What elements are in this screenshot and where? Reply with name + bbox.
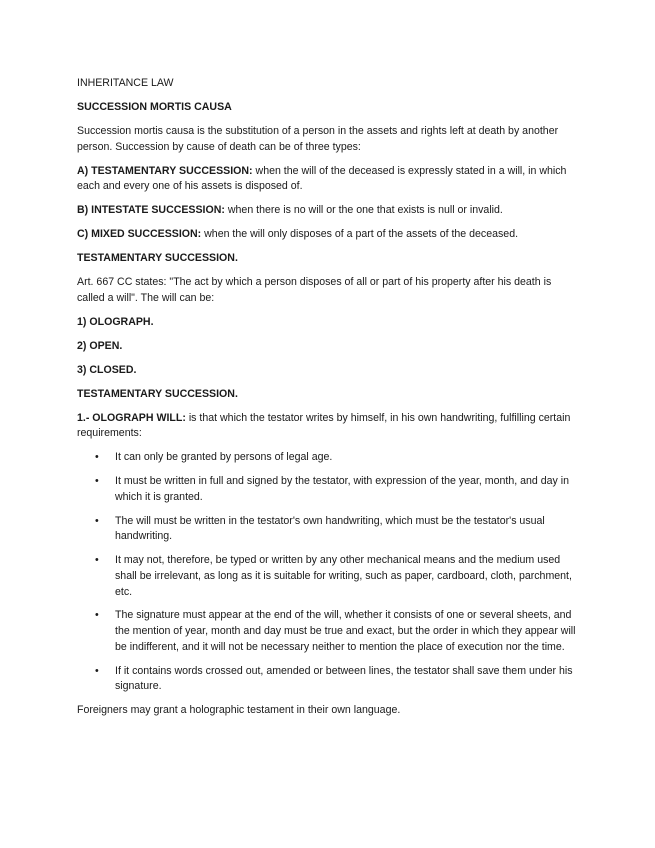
- will-kind-closed: 3) CLOSED.: [77, 363, 137, 376]
- list-item-text: It must be written in full and signed by the testator, with expression of the year, month, and day in which it is granted.: [115, 475, 570, 503]
- list-item-text: If it contains words crossed out, amended or between lines, the testator shall save them under his signature.: [115, 664, 573, 693]
- type-intestate: [77, 203, 577, 219]
- type-mixed: [77, 227, 577, 243]
- closing-paragraph: Foreigners may grant a holographic testament in their own language.: [77, 704, 401, 717]
- olograph-label: 1.- OLOGRAPH WILL:: [77, 411, 186, 424]
- list-item: [77, 450, 577, 466]
- article-paragraph: Art. 667 CC states: "The act by which a person disposes of all or part of his property after his death is called a will". The will can be:: [77, 276, 552, 304]
- section-heading: SUCCESSION MORTIS CAUSA: [77, 100, 232, 113]
- type-text: when there is no will or the one that exists is null or invalid.: [224, 204, 503, 217]
- heading-testamentary-succession-2: TESTAMENTARY SUCCESSION.: [77, 387, 238, 400]
- list-item-text: It may not, therefore, be typed or written by any other mechanical means and the medium used shall be irrelevant, as long as it is suitable for writing, such as paper, cardboard, cloth, parchment, etc.: [115, 554, 572, 598]
- list-item: [77, 474, 577, 505]
- will-kind-open: 2) OPEN.: [77, 339, 123, 352]
- type-testamentary: [77, 164, 577, 195]
- list-item-text: The will must be written in the testator's own handwriting, which must be the testator's usual handwriting.: [115, 514, 545, 543]
- bullet-icon: •: [95, 475, 99, 488]
- requirements-list: [77, 450, 577, 695]
- bullet-icon: •: [95, 554, 99, 567]
- type-text: when the will only disposes of a part of the assets of the deceased.: [201, 228, 519, 241]
- bullet-icon: •: [95, 451, 99, 464]
- olograph-paragraph: [77, 411, 577, 442]
- type-label: B) INTESTATE SUCCESSION:: [77, 204, 225, 217]
- olograph-text: is that which the testator writes by himself, in his own handwriting, fulfilling certain requirements:: [77, 411, 571, 440]
- will-kind-olograph: 1) OLOGRAPH.: [77, 315, 154, 328]
- bullet-icon: •: [95, 609, 99, 622]
- type-text: when the will of the deceased is expressly stated in a will, in which each and every one of his assets is disposed of.: [77, 164, 567, 193]
- bullet-icon: •: [95, 514, 99, 527]
- list-item: [77, 664, 577, 695]
- document-title: INHERITANCE LAW: [77, 77, 174, 89]
- heading-testamentary-succession: TESTAMENTARY SUCCESSION.: [77, 252, 238, 265]
- list-item-text: The signature must appear at the end of the will, whether it consists of one or several sheets, and the mention of year, month and day must be true and exact, but the order in which they appear will be indifferent, and it will not be necessary neither to mention the place of execution nor the time.: [115, 609, 576, 653]
- bullet-icon: •: [95, 664, 99, 677]
- intro-paragraph: Succession mortis causa is the substitution of a person in the assets and rights left at death by another person. Succession by cause of death can be of three types:: [77, 124, 559, 153]
- list-item: [77, 553, 577, 600]
- type-label: C) MIXED SUCCESSION:: [77, 228, 202, 241]
- type-label: A) TESTAMENTARY SUCCESSION:: [77, 164, 253, 177]
- document-page: [77, 76, 577, 727]
- list-item-text: It can only be granted by persons of legal age.: [115, 451, 333, 464]
- list-item: [77, 514, 577, 545]
- list-item: [77, 608, 577, 655]
